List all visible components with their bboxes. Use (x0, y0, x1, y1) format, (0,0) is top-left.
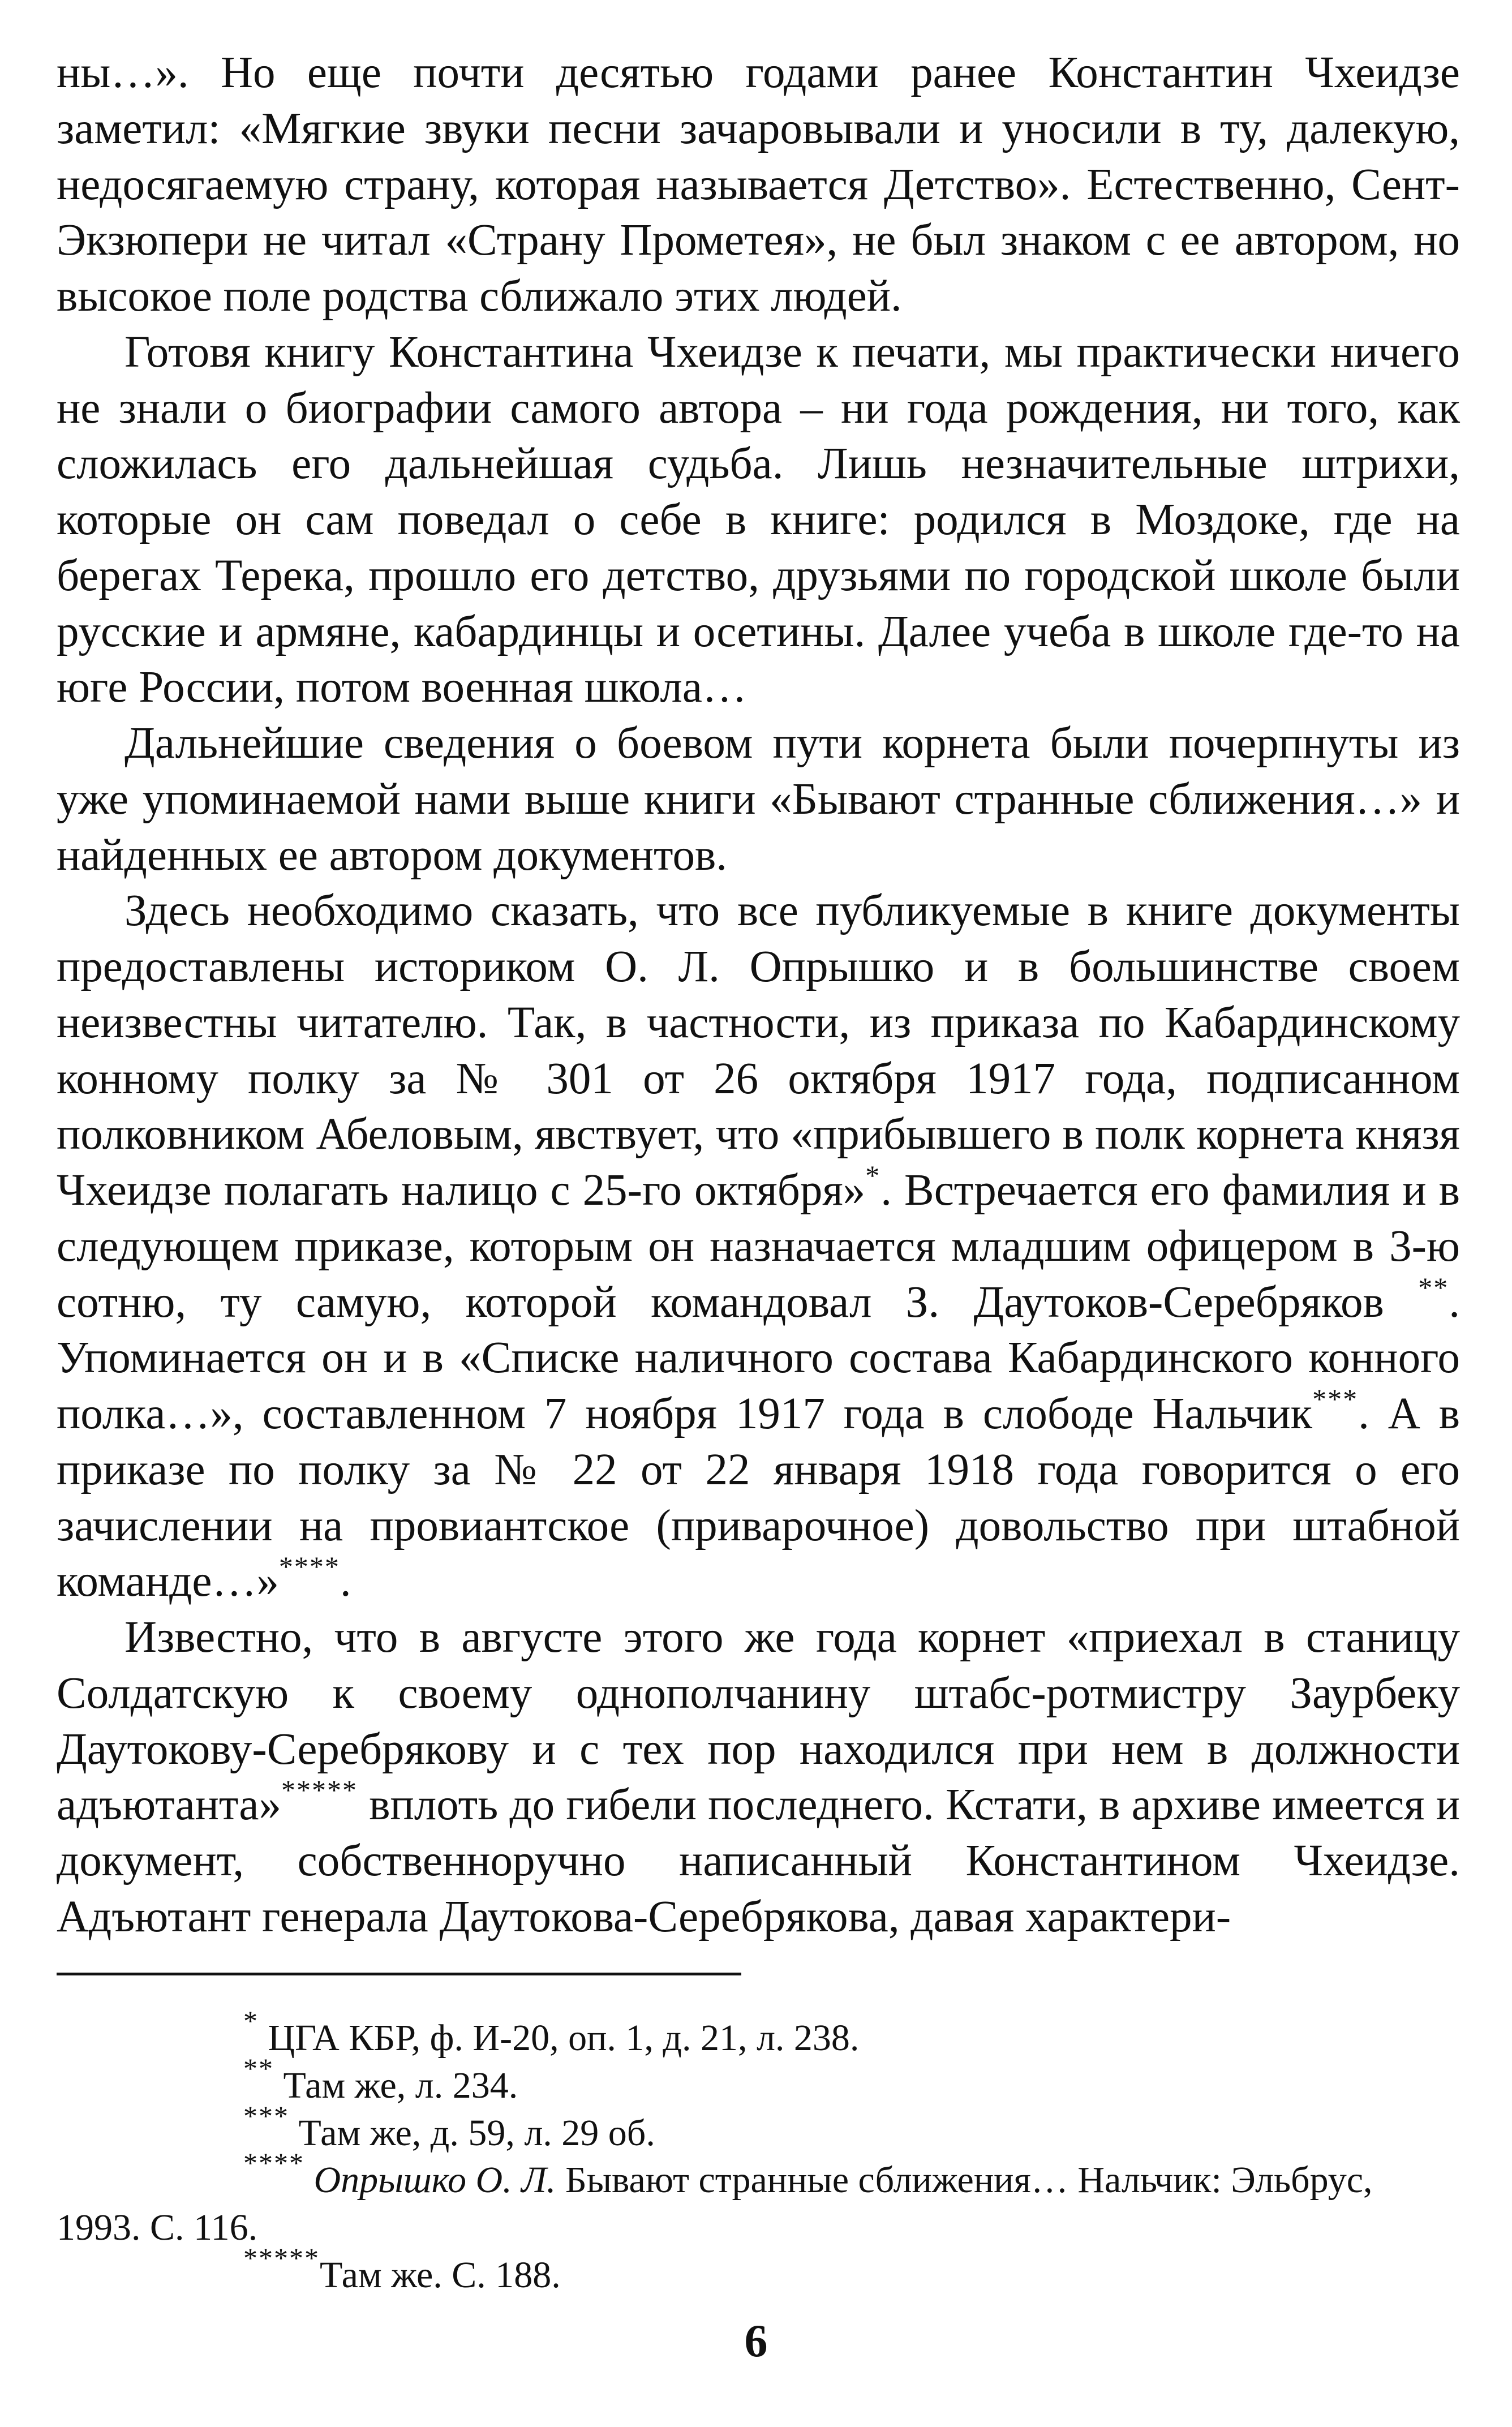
footnote-5 (57, 2242, 1460, 2299)
footnote-author: Опрышко О. Л. (313, 2159, 556, 2201)
footnote-text: Бывают странные сближения… Нальчик: Эльбрус, (565, 2159, 1373, 2201)
paragraph-1: ны…». Но еще почти десятью годами ранее Константин Чхеидзе заметил: «Мягкие звуки песни зачаровывали и уносили в ту, далекую, недосягаемую страну, которая называется Детство». Естественно, Сент-Экзюпери не читал «Страну Прометея», не был знаком с ее автором, но высокое поле родства сближало этих людей. (57, 48, 1460, 321)
paragraph-4-text-b: . Встречается его фамилия и в следующем приказе, которым он назначается младшим офицером в 3-ю сотню, ту самую, которой командовал З. Даутоков-Серебряков (57, 1166, 1460, 1327)
footnote-separator (57, 1973, 741, 1975)
footnote-mark: * (243, 2005, 259, 2037)
page-number: 6 (744, 2315, 768, 2366)
paragraph-5-text-b: вплоть до гибели последнего. Кстати, в архиве имеется и документ, собственноручно написанный Константином Чхеидзе. Адъютант генерала Даутокова-Серебрякова, давая характери- (57, 1780, 1460, 1941)
paragraph-4-text-d: . А в приказе по полку за № 22 от 22 января 1918 года говорится о его зачислении на провиантское (приварочное) довольство при штабной команде…» (57, 1389, 1460, 1606)
paragraph-4 (57, 883, 1460, 1610)
paragraph-4-text-a: Здесь необходимо сказать, что все публикуемые в книге документы предоставлены историком О. Л. Опрышко и в большинстве своем неизвестны читателю. Так, в частности, из приказа по Кабардинскому конному полку за № 301 от 26 октября 1917 года, подписанном полковником Абеловым, явствует, что «прибывшего в полк корнета князя Чхеидзе полагать налицо с 25-го октября» (57, 886, 1460, 1215)
footnote-text: Там же. С. 188. (320, 2254, 561, 2296)
footnote-mark: ***** (243, 2242, 320, 2274)
paragraph-5-text-a: Известно, что в августе этого же года корнет «приехал в станицу Солдатскую к своему однополчанину штабс-ротмистру Заурбеку Даутокову-Серебрякову и с тех пор находился при нем в должности адъютанта» (57, 1613, 1460, 1830)
paragraph-4-text-c: . Упоминается он и в «Списке наличного состава Кабардинского конного полка…», составленном 7 ноября 1917 года в слободе Нальчик (57, 1277, 1460, 1438)
footnote-text: Там же, л. 234. (283, 2064, 518, 2106)
footnote-mark: *** (243, 2099, 289, 2132)
paragraph-3: Дальнейшие сведения о боевом пути корнета были почерпнуты из уже упоминаемой нами выше книги «Бывают странные сближения…» и найденных ее автором документов. (57, 719, 1460, 880)
footnote-ref-1: * (865, 1159, 881, 1191)
footnote-ref-5: ***** (281, 1774, 358, 1806)
footnote-text: Там же, д. 59, л. 29 об. (298, 2112, 655, 2154)
main-text (57, 45, 1460, 1945)
footnote-text: ЦГА КБР, ф. И-20, оп. 1, д. 21, л. 238. (268, 2017, 860, 2059)
footnote-mark: ** (243, 2052, 274, 2084)
footnote-4 (57, 2147, 1460, 2204)
paragraph-4-text-e: . (340, 1557, 351, 1606)
paragraph-2: Готовя книгу Константина Чхеидзе к печати, мы практически ничего не знали о биографии самого автора – ни года рождения, ни того, как сложилась его дальнейшая судьба. Лишь незначительные штрихи, которые он сам поведал о себе в книге: родился в Моздоке, где на берегах Терека, прошло его детство, друзьями по городской школе были русские и армяне, кабардинцы и осетины. Далее учеба в школе где-то на юге России, потом военная школа… (57, 327, 1460, 712)
footnote-ref-3: *** (1312, 1383, 1359, 1415)
footnote-mark: **** (243, 2147, 304, 2179)
footnote-ref-2: ** (1418, 1271, 1449, 1303)
footnote-ref-4: **** (278, 1550, 340, 1583)
footnote-4-continuation: 1993. С. 116. (57, 2207, 258, 2249)
paragraph-5 (57, 1610, 1460, 1945)
footnotes (57, 2005, 1460, 2299)
